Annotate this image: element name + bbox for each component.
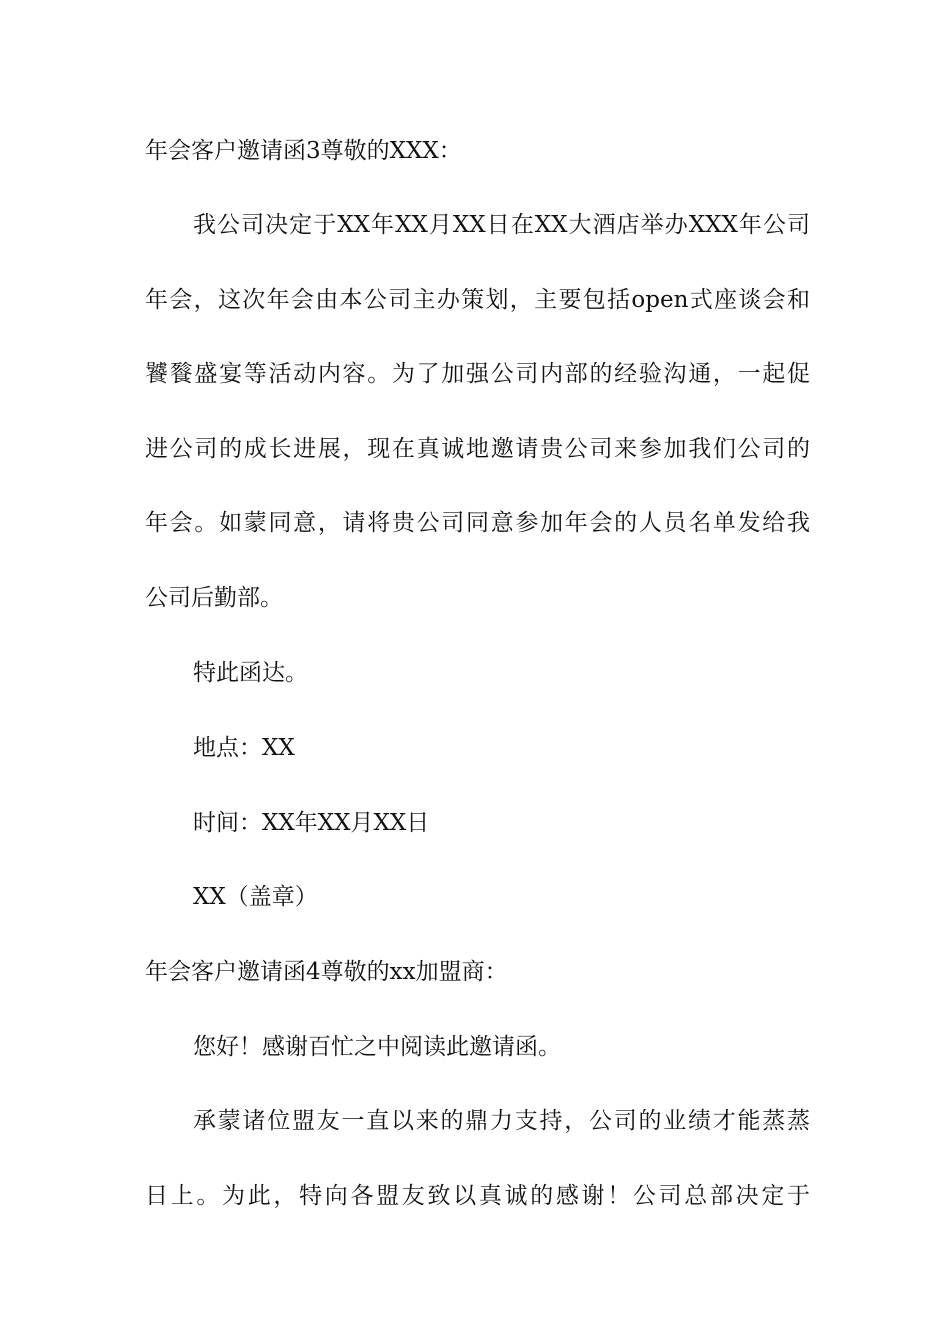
paragraph-line: 进公司的成长进展，现在真诚地邀请贵公司来参加我们公司的	[145, 436, 810, 462]
paragraph-line: 年会。如蒙同意，请将贵公司同意参加年会的人员名单发给我	[145, 510, 810, 536]
paragraph-line: 年会，这次年会由本公司主办策划，主要包括open式座谈会和	[145, 287, 810, 313]
paragraph-line: 日上。为此，特向各盟友致以真诚的感谢！公司总部决定于	[145, 1183, 810, 1209]
location-line: 地点：XX	[193, 735, 295, 761]
paragraph-line: 我公司决定于XX年XX月XX日在XX大酒店举办XXX年公司	[193, 212, 810, 238]
closing-phrase: 特此函达。	[193, 660, 308, 686]
paragraph-line: 公司后勤部。	[145, 585, 283, 611]
date-line: 时间：XX年XX月XX日	[193, 810, 430, 836]
paragraph-line: 饕餮盛宴等活动内容。为了加强公司内部的经验沟通，一起促	[145, 361, 810, 387]
letter-3-heading: 年会客户邀请函3尊敬的XXX：	[145, 138, 462, 164]
paragraph-line: 承蒙诸位盟友一直以来的鼎力支持，公司的业绩才能蒸蒸	[193, 1108, 810, 1134]
seal-line: XX（盖章）	[193, 884, 318, 910]
greeting-line: 您好！感谢百忙之中阅读此邀请函。	[193, 1034, 561, 1060]
letter-4-heading: 年会客户邀请函4尊敬的xx加盟商：	[145, 959, 508, 985]
